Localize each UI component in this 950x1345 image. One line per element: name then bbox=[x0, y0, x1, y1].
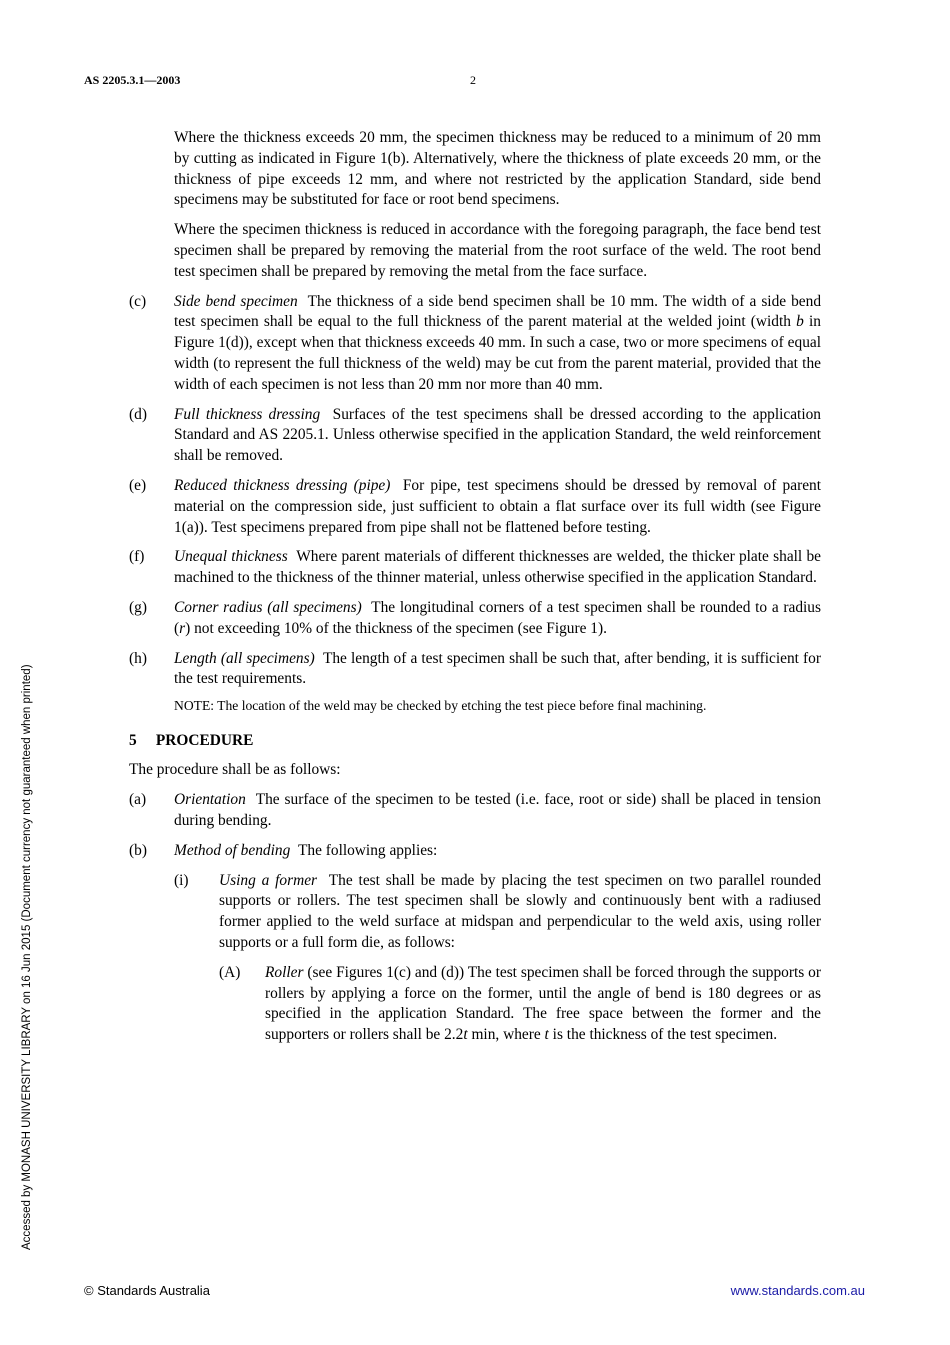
item-label: (d) bbox=[129, 405, 147, 423]
subitem-heading: Using a former bbox=[219, 871, 318, 889]
item-heading: Side bend specimen bbox=[174, 292, 298, 310]
section-heading bbox=[129, 731, 821, 752]
copyright-notice: © Standards Australia bbox=[84, 1283, 210, 1298]
item-label: (c) bbox=[129, 292, 147, 310]
clause-item bbox=[129, 598, 821, 640]
clause-item bbox=[129, 649, 821, 691]
paragraph-thickness: Where the thickness exceeds 20 mm, the specimen thickness may be reduced to a minimum of 20 mm by cutting as indicated in Figure 1(b). Alternatively, where the thickness of plate exceeds 20 mm, or the thickness of pipe exceeds 12 mm, and where not restricted by the application Standard, side bend specimens may be substituted for face or root bend specimens. bbox=[174, 129, 821, 209]
item-text: Surfaces of the test specimens shall be dressed according to the application Standard and AS 2205.1. Unless otherwise specified in the application Standard, the weld reinforcement shall be removed. bbox=[174, 405, 821, 465]
clause-item bbox=[129, 476, 821, 538]
item-variable: b bbox=[796, 313, 804, 331]
item-text-post: in Figure 1(d)), except when that thickness exceeds 40 mm. In such a case, two or more specimens of equal width (to represent the full thickness of the weld) may be cut from the parent material, provided that the width of each specimen is not less than 20 mm nor more than 40 mm. bbox=[174, 313, 821, 393]
item-label: (f) bbox=[129, 548, 145, 566]
item-text: The longitudinal corners of a test specimen shall be rounded to a radius ( bbox=[174, 598, 821, 637]
procedure-item-orientation bbox=[129, 790, 821, 832]
item-label: (b) bbox=[129, 841, 147, 859]
note-weld-location: NOTE: The location of the weld may be checked by etching the test piece before final machining. bbox=[174, 698, 707, 714]
clause-item bbox=[129, 292, 821, 396]
procedure-item-method bbox=[129, 841, 821, 862]
document-id: AS 2205.3.1—2003 bbox=[84, 73, 181, 87]
clause-list bbox=[129, 292, 821, 691]
access-watermark: Accessed by MONASH UNIVERSITY LIBRARY on 16 Jun 2015 (Document currency not guaranteed when printed) bbox=[21, 664, 33, 1250]
subitem-heading: Roller bbox=[265, 963, 304, 981]
item-heading: Orientation bbox=[174, 791, 246, 809]
procedure-subitem-roller bbox=[219, 963, 821, 1046]
subitem-text: The test shall be made by placing the test specimen on two parallel rounded supports or rollers. The test specimen shall be slowly and continuously bent with a radiused former applied to the weld surface at midspan and perpendicular to the weld axis, using roller supports or a full form die, as follows: bbox=[219, 871, 822, 951]
item-heading: Full thickness dressing bbox=[174, 405, 321, 423]
page-body bbox=[129, 128, 821, 1046]
item-text: The surface of the specimen to be tested (i.e. face, root or side) shall be placed in tension during bending. bbox=[174, 791, 822, 830]
section-title: PROCEDURE bbox=[155, 731, 254, 749]
subitem-label: (i) bbox=[174, 871, 189, 889]
item-heading: Corner radius (all specimens) bbox=[174, 598, 362, 616]
subitem-label: (A) bbox=[219, 963, 241, 981]
item-text: Where parent materials of different thicknesses are welded, the thicker plate shall be machined to the thickness of the thinner material, unless otherwise specified in the application Standard. bbox=[174, 548, 821, 587]
subitem-text-mid: min, where bbox=[467, 1026, 545, 1044]
variable-t: t bbox=[544, 1026, 549, 1044]
website-link[interactable]: www.standards.com.au bbox=[730, 1283, 865, 1298]
item-label: (h) bbox=[129, 649, 147, 667]
item-variable: r bbox=[179, 619, 186, 637]
item-text-post: ) not exceeding 10% of the thickness of the specimen (see Figure 1). bbox=[185, 619, 607, 637]
procedure-subitem-former bbox=[174, 871, 821, 954]
item-heading: Unequal thickness bbox=[174, 548, 288, 566]
item-text: The thickness of a side bend specimen shall be 10 mm. The width of a side bend test specimen shall be equal to the full thickness of the parent material at the welded joint (width bbox=[174, 292, 822, 331]
item-label: (a) bbox=[129, 791, 147, 809]
item-label: (e) bbox=[129, 476, 147, 494]
item-text: For pipe, test specimens should be dressed by removal of parent material on the compression side, just sufficient to obtain a flat surface over its full width (see Figure 1(a)). Test specimens prepared from pipe shall not be flattened before testing. bbox=[174, 476, 822, 536]
item-label: (g) bbox=[129, 598, 147, 616]
item-text: The following applies: bbox=[297, 841, 438, 859]
subitem-text-post: is the thickness of the test specimen. bbox=[548, 1026, 778, 1044]
procedure-intro: The procedure shall be as follows: bbox=[129, 761, 341, 779]
paragraph-reduced-thickness: Where the specimen thickness is reduced in accordance with the foregoing paragraph, the face bend test specimen shall be prepared by removing the material from the root surface of the weld. The root bend test specimen shall be prepared by removing the metal from the face surface. bbox=[174, 221, 821, 280]
variable-t: t bbox=[463, 1026, 468, 1044]
item-heading: Length (all specimens) bbox=[174, 649, 315, 667]
item-heading: Method of bending bbox=[174, 841, 291, 859]
clause-item bbox=[129, 547, 821, 589]
clause-item bbox=[129, 405, 821, 467]
subitem-text-pre: (see Figures 1(c) and (d)) The test specimen shall be forced through the supports or rollers by applying a force on the former, until the angle of bend is 180 degrees or as specified in the application Standard. The free space between the former and the supporters or rollers shall be 2.2 bbox=[265, 963, 821, 1044]
page-number: 2 bbox=[470, 73, 476, 87]
item-text: The length of a test specimen shall be such that, after bending, it is sufficient for the test requirements. bbox=[174, 649, 821, 688]
section-number: 5 bbox=[129, 731, 137, 749]
item-heading: Reduced thickness dressing (pipe) bbox=[174, 476, 391, 494]
